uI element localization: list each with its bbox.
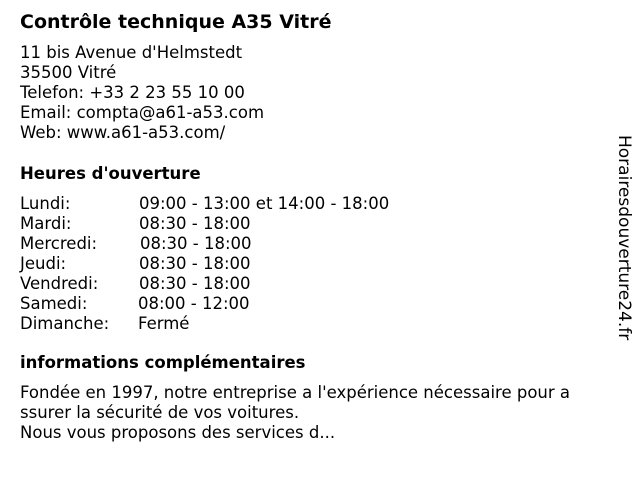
day-label: Vendredi:: [20, 274, 99, 293]
web-line: Web: www.a61-a53.com/: [20, 123, 226, 142]
info-line: Nous vous proposons des services d...: [20, 423, 336, 442]
day-label: Samedi:: [20, 294, 88, 313]
time-value: 09:00 - 13:00 et 14:00 - 18:00: [139, 194, 390, 213]
time-value: 08:00 - 12:00: [138, 294, 250, 313]
address-street: 11 bis Avenue d'Helmstedt: [20, 43, 243, 62]
day-label: Jeudi:: [20, 254, 67, 273]
time-value: 08:30 - 18:00: [140, 234, 252, 253]
address-city: 35500 Vitré: [20, 63, 117, 82]
phone-line: Telefon: +33 2 23 55 10 00: [20, 83, 245, 102]
email-line: Email: compta@a61-a53.com: [20, 103, 265, 122]
info-line: ssurer la sécurité de vos voitures.: [20, 403, 300, 422]
time-value: 08:30 - 18:00: [139, 274, 251, 293]
time-value: 08:30 - 18:00: [139, 254, 251, 273]
info-line: Fondée en 1997, notre entreprise a l'expérience nécessaire pour a: [20, 383, 571, 402]
day-label: Dimanche:: [20, 314, 110, 333]
day-label: Mercredi:: [20, 234, 98, 253]
info-heading: informations complémentaires: [20, 353, 306, 372]
time-value: Fermé: [138, 314, 190, 333]
info-description: [20, 383, 620, 443]
day-label: Mardi:: [20, 214, 72, 233]
business-title: Contrôle technique A35 Vitré: [20, 11, 332, 33]
day-label: Lundi:: [20, 194, 71, 213]
time-value: 08:30 - 18:00: [139, 214, 251, 233]
contact-block: [20, 43, 264, 143]
hours-heading: Heures d'ouverture: [20, 164, 201, 183]
site-watermark: Horairesdouverture24.fr: [614, 135, 634, 341]
